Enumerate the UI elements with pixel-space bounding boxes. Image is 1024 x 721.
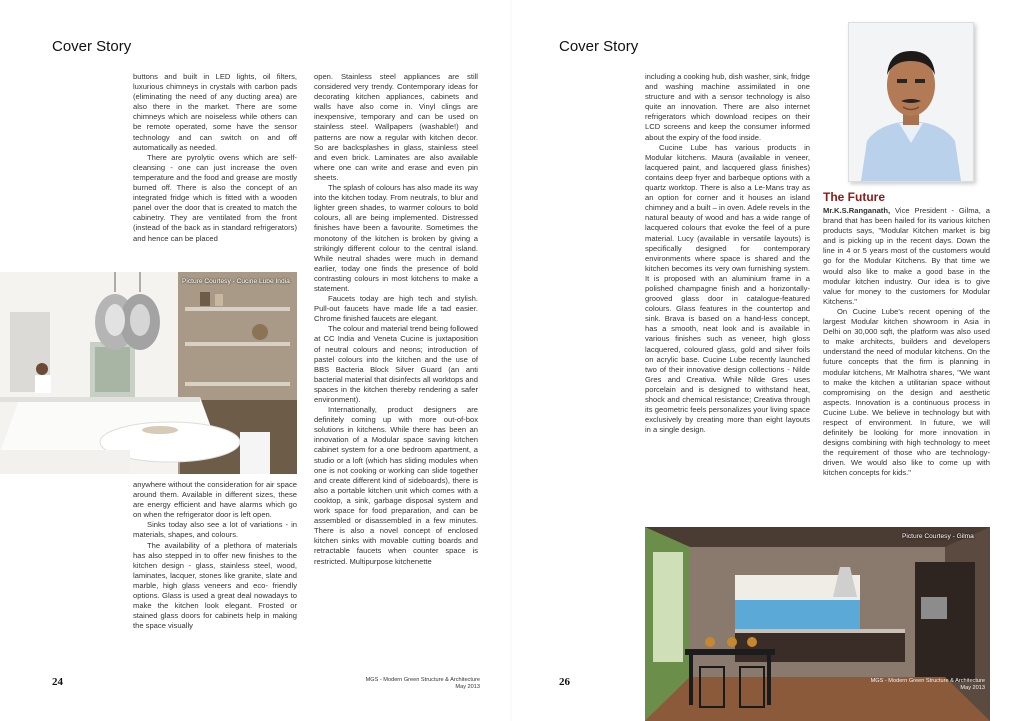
photo-credit: Picture Courtesy - Cucine Lube India <box>182 278 290 285</box>
kitchen-photo-gilma <box>645 527 990 721</box>
paragraph: The colour and material trend being followed at CC India and Veneta Cucine is juxtaposition of neutral colours and neons; introduction of pastel colours into the kitchen and the use of BBS Bacteria Block Silver Guard (an anti bacterial material that disinfects all worktops and spaces in the kitchen thereby rendering a safer environment). <box>314 324 478 404</box>
paragraph: Internationally, product designers are definitely coming up with more out-of-box solutions in kitchens. While there has been an innovation of a Modular space saving kitchen cabinet system for a one bedroom apartment, a studio or a loft (which has sliding modules when one is not cooking or working can slide together and create different kind of sideboards), there is also a portable kitchen unit which comes with a cooktop, a sink, garbage disposal system and work space for food preparation, and can be assembled or disassembled in a few minutes. There is also a novel concept of enclosed kitchen sinks with movable cutting boards and retractable faucets when counter space is restricted. Multipurpose kitchenette <box>314 405 478 566</box>
paragraph: anywhere without the consideration for air space around them. Available in different sizes, these are energy efficient and have alarms which go on when the refrigerator door is left open. <box>133 480 297 520</box>
paragraph: The availability of a plethora of materials has also stepped in to offer new finishes to the kitchen design - glass, stainless steel, wood, laminates, lacquer, stones like granite, slate and marble, high glass veneers and eco- friendly options. Glass is used a great deal nowadays to make the kitchen look elegant. Frosted or stained glass doors for cabinets help in making the space visually <box>133 540 297 631</box>
kitchen-photo-cucine-lube <box>0 272 297 474</box>
paragraph: buttons and built in LED lights, oil filters, luxurious chimneys in crystals with carbon pads (eliminating the need of any ducting area) are also there in the market. There are some chimneys which are noiseless while others can be remote operated, some have the sensor technology and can switch on and off automatically as needed. <box>133 72 297 152</box>
paragraph: The splash of colours has also made its way into the kitchen today. From neutrals, to blur and lighter green shades, to warmer colours to bold colours, all are being implemented. Distressed finishes have been a favourite. Sometimes the monotony of the kitchen is broken by giving a strikingly different colour to the central island. While neutral shades were much in demand earlier, today one finds the presence of bold contrasting colours in most kitchens to make a statement. <box>314 183 478 293</box>
portrait-photo <box>848 22 974 182</box>
right-col2 <box>823 206 990 479</box>
photo-credit: Picture Courtesy - Gilma <box>902 533 974 540</box>
left-col1-top <box>133 72 297 244</box>
page-number: 26 <box>559 676 570 688</box>
future-heading: The Future <box>823 190 885 204</box>
kitchen-illustration <box>0 272 297 474</box>
left-col2 <box>314 72 478 567</box>
paragraph: Cucine Lube has various products in Modular kitchens. Maura (available in veneer, lacquered paint, and lacquered glass finishes) contains deep fryer and barbeque options with a quartz worktop. There is also a Le-Mans tray as an option for corner and it houses an island chimney and a built – in oven. Adele revels in the natural beauty of wood and has a wide range of lacquered colours that evoke the feel of a pure material. Lucy (available in versatile layouts) is specifically designed for contemporary environments where space is shared and the kitchen becomes its very own furnishing system. It is proposed with an aluminium frame in a polished champagne finish and a horizontally-grooved glass door in catalogue-featured colours. Glass features in the countertop and sink. Brava is based on a hand-less concept, has a smooth, neat look and is available in various finishes such as veneer, high gloss lacquered, coloured glass, gold and silver foils on acrylic base. Cucine Lube recently launched two of their innovative design collections - Nilde Gres and Creativa. While Nilde Gres uses porcelain and is designed to withstand heat, shock and chemical resistance; Creativa through its geometric feels personalizes your living space exclusively by creating more than eight layouts in a single design. <box>645 142 810 435</box>
left-col1-bottom <box>133 480 297 631</box>
issue-date: May 2013 <box>960 685 985 691</box>
speaker-name: Mr.K.S.Ranganath, <box>823 206 891 215</box>
paragraph <box>823 206 990 307</box>
paragraph: open. Stainless steel appliances are still considered very trendy. Contemporary ideas for decorating kitchen appliances, cabinets and walls have also come in. Vinyl clings are inexpensive, temporary and can be used on stainless steel. Wallpapers (washable!) and patterns are now a regular with kitchen decor. So are backsplashes in glass, stainless steel and even brick. Laminates are also available where one can write and erase and even pin sheets. <box>314 72 478 182</box>
right-col1 <box>645 72 810 435</box>
quote-text: Vice President - Gilma, a brand that has been hailed for its various kitchen products says, "Modular Kitchen market is big and is picking up in the recent days. Down the line in 4 or 5 years most of the customers would go for the Modular Kitchens. By that time we would also like to make a good base in the modular kitchen industry. Our idea is to give value for money to the customers for Modular Kitchens." <box>823 206 990 306</box>
portrait-illustration <box>849 23 973 181</box>
paragraph: There are pyrolytic ovens which are self-cleansing - one can just increase the oven temperature and the food and grease are mostly burned off. There is also the concept of an integrated fridge which is fitted with a wooden panel over the door that is created to match the cabinetry. They are ventilated from the front (instead of the back as in standard refrigerators) and hence can be placed <box>133 152 297 243</box>
magazine-footer <box>840 678 985 692</box>
page-number: 24 <box>52 676 63 688</box>
magazine-footer <box>330 677 480 691</box>
paragraph: On Cucine Lube's recent opening of the largest Modular kitchen showroom in Asia in Delhi on 30,000 sqft, the platform was also used to make architects, builders and developers understand the need of modular kitchens. On the future concepts that the firm is planning in modular kitchens, Mr Malhotra shares, "We want to make the kitchen a utilitarian space without compromising on the design and aesthetic aspects. Innovation is a continuous process in Cucine Lube. We believe in technology but with respect of environment. In future, we will definitely be looking for more innovation in designs combining with high technology to meet the requirement of those who are technology-driven. We would also like to come up with kitchen concepts for kids." <box>823 306 990 478</box>
section-title: Cover Story <box>52 38 132 55</box>
paragraph: Sinks today also see a lot of variations - in materials, shapes, and colours. <box>133 520 297 540</box>
paragraph: including a cooking hub, dish washer, sink, fridge and washing machine assimilated in one structure and with a sensor technology is also quite an innovation. There are also internet refrigerators which download recipes on their LCD screens and keep the consumer informed about the expiry of the food inside. <box>645 72 810 142</box>
left-page <box>0 0 510 721</box>
magazine-name: MGS - Modern Green Structure & Architecture <box>870 678 985 684</box>
right-page <box>512 0 1024 721</box>
section-title: Cover Story <box>559 38 639 55</box>
paragraph: Faucets today are high tech and stylish. Pull-out faucets have made life a tad easier. Chrome finished faucets are elegant. <box>314 294 478 324</box>
magazine-name: MGS - Modern Green Structure & Architecture <box>365 677 480 683</box>
issue-date: May 2013 <box>455 684 480 690</box>
